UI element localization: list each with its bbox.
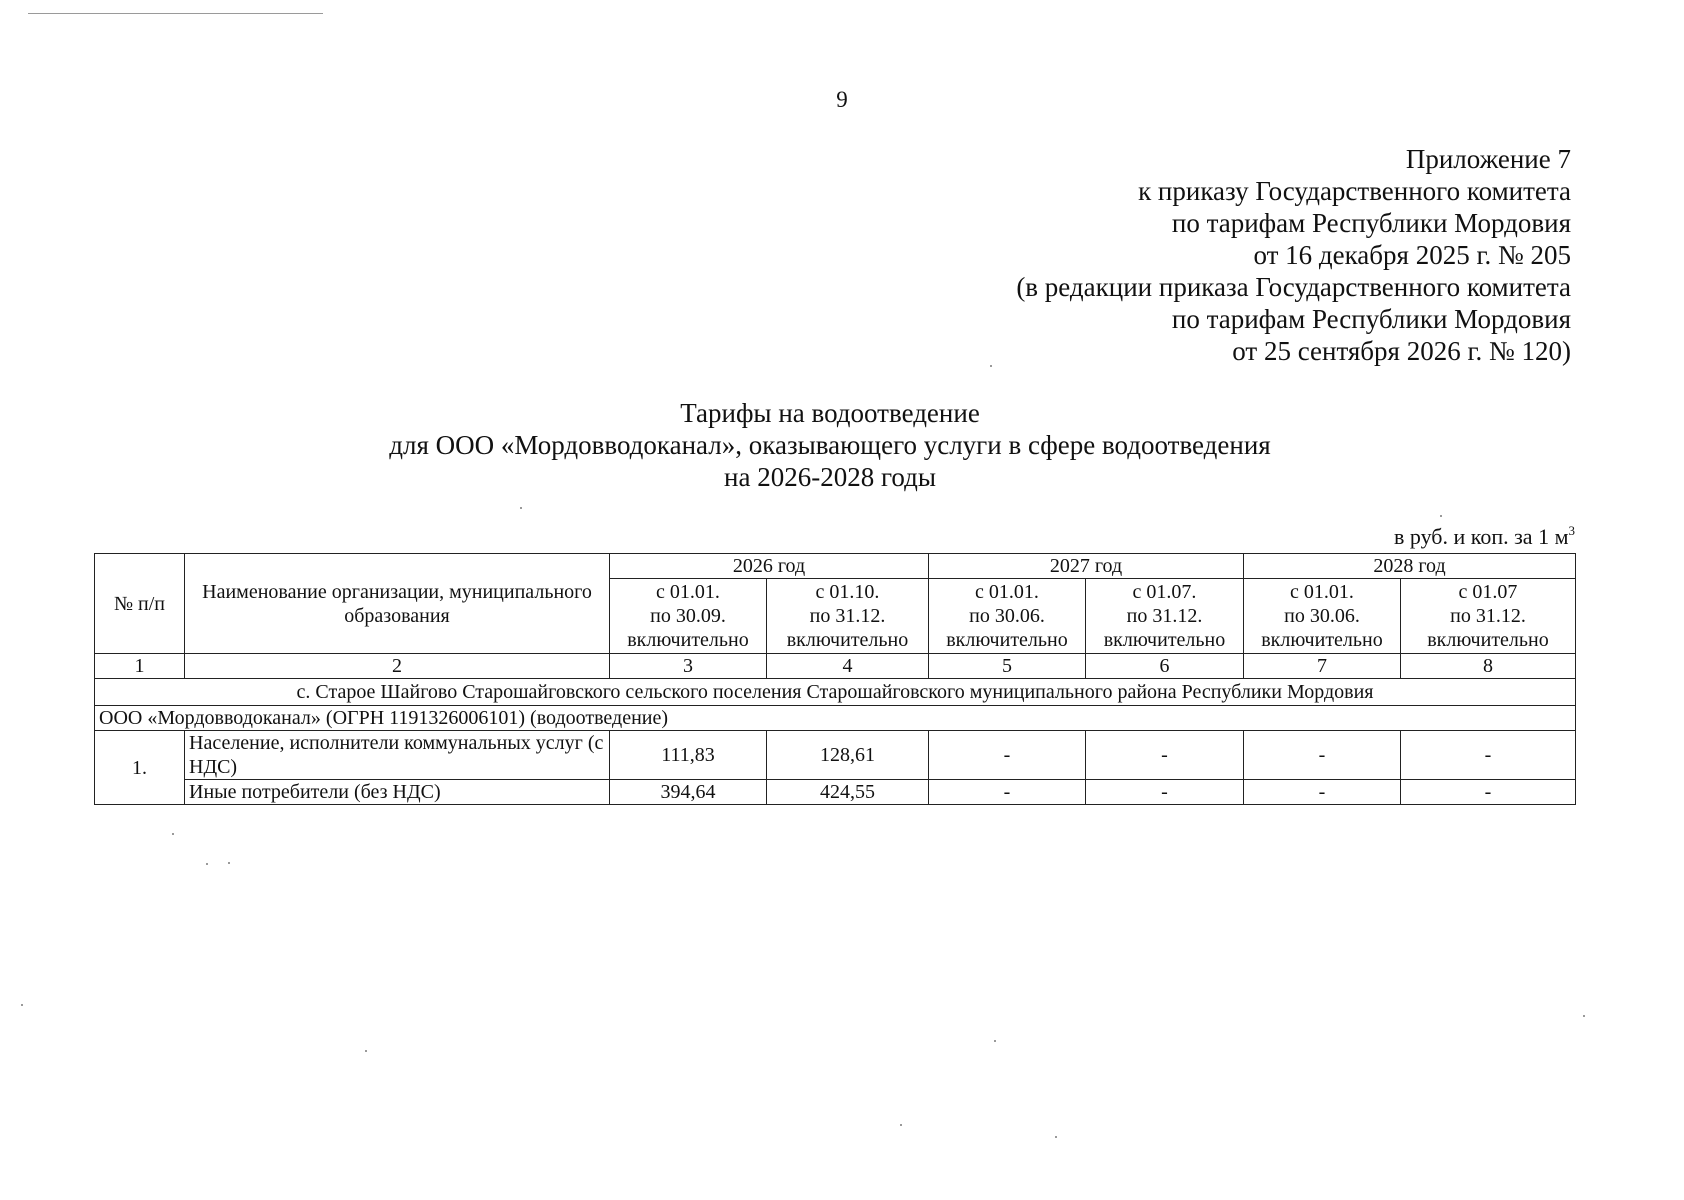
scan-speck: [172, 833, 174, 835]
period-from: с 01.07.: [1132, 581, 1197, 603]
appendix-header: [1016, 143, 1571, 367]
period-to: по 31.12.: [809, 605, 886, 627]
consumer-name: Иные потребители (без НДС): [185, 780, 610, 805]
title-line: Тарифы на водоотведение: [680, 398, 980, 428]
settlement-row: [95, 679, 1576, 706]
header-period: [1401, 579, 1576, 654]
page-number: 9: [836, 87, 848, 112]
period-to: по 31.12.: [1126, 605, 1203, 627]
tariff-value: 424,55: [767, 780, 929, 805]
appendix-line: (в редакции приказа Государственного комитета: [1016, 272, 1571, 302]
table-row: [95, 780, 1576, 805]
tariff-value: 111,83: [610, 731, 767, 780]
table-row: [95, 731, 1576, 780]
tariff-value: -: [1401, 731, 1576, 780]
tariff-value: -: [1244, 780, 1401, 805]
header-row-years: [95, 554, 1576, 579]
scan-speck: [1583, 1015, 1585, 1017]
period-to: по 30.06.: [969, 605, 1045, 627]
period-inclusive: включительно: [946, 629, 1068, 651]
units-note: [1394, 524, 1575, 550]
appendix-line: от 25 сентября 2026 г. № 120): [1232, 336, 1571, 366]
scan-speck: [206, 863, 208, 865]
period-from: с 01.01.: [975, 581, 1039, 603]
tariff-value: -: [1244, 731, 1401, 780]
header-year-2027: 2027 год: [929, 554, 1244, 579]
scan-speck: [994, 1040, 996, 1042]
title-line: для ООО «Мордовводоканал», оказывающего услуги в сфере водоотведения: [389, 430, 1271, 460]
column-number: 2: [185, 654, 610, 679]
units-text: в руб. и коп. за 1 м: [1394, 524, 1569, 549]
period-from: с 01.10.: [815, 581, 880, 603]
period-from: с 01.07: [1458, 581, 1518, 603]
appendix-line: Приложение 7: [1405, 144, 1571, 174]
tariff-value: -: [1086, 731, 1244, 780]
tariff-value: -: [1086, 780, 1244, 805]
period-inclusive: включительно: [1103, 629, 1226, 651]
title-line: на 2026-2028 годы: [724, 462, 936, 492]
header-year-2028: 2028 год: [1244, 554, 1576, 579]
period-from: с 01.01.: [1290, 581, 1354, 603]
header-no: № п/п: [95, 554, 185, 654]
tariff-value: -: [1401, 780, 1576, 805]
document-title: [330, 397, 1330, 493]
organization-name: ООО «Мордовводоканал» (ОГРН 1191326006101) (водоотведение): [95, 706, 1576, 731]
column-number: 5: [929, 654, 1086, 679]
column-number: 1: [95, 654, 185, 679]
appendix-line: по тарифам Республики Мордовия: [1171, 208, 1571, 238]
tariff-value: -: [929, 731, 1086, 780]
column-number: 7: [1244, 654, 1401, 679]
appendix-line: к приказу Государственного комитета: [1138, 176, 1571, 206]
header-period: [767, 579, 929, 654]
column-numbers-row: [95, 654, 1576, 679]
period-inclusive: включительно: [1427, 629, 1549, 651]
header-period: [610, 579, 767, 654]
settlement-name: с. Старое Шайгово Старошайговского сельского поселения Старошайговского муниципального района Республики Мордовия: [95, 679, 1576, 706]
scan-speck: [1055, 1136, 1057, 1138]
scan-speck: [520, 507, 522, 509]
period-from: с 01.01.: [656, 581, 720, 603]
header-name: Наименование организации, муниципального образования: [185, 554, 610, 654]
organization-row: [95, 706, 1576, 731]
tariffs-table: [94, 553, 1576, 805]
scan-speck: [1440, 515, 1442, 517]
period-inclusive: включительно: [786, 629, 909, 651]
column-number: 3: [610, 654, 767, 679]
header-period: [1086, 579, 1244, 654]
column-number: 6: [1086, 654, 1244, 679]
tariff-value: 128,61: [767, 731, 929, 780]
period-to: по 30.06.: [1284, 605, 1360, 627]
scan-speck: [365, 1050, 367, 1052]
header-period: [929, 579, 1086, 654]
scan-speck: [990, 365, 992, 367]
column-number: 8: [1401, 654, 1576, 679]
header-year-2026: 2026 год: [610, 554, 929, 579]
period-to: по 30.09.: [650, 605, 726, 627]
consumer-name: Население, исполнители коммунальных услуг (с НДС): [185, 731, 610, 780]
header-period: [1244, 579, 1401, 654]
period-to: по 31.12.: [1450, 605, 1526, 627]
appendix-line: по тарифам Республики Мордовия: [1171, 304, 1571, 334]
scan-speck: [228, 862, 230, 864]
tariff-value: 394,64: [610, 780, 767, 805]
period-inclusive: включительно: [627, 629, 749, 651]
tariff-value: -: [929, 780, 1086, 805]
row-number: 1.: [95, 731, 185, 805]
scan-artifact-line: [28, 13, 323, 14]
column-number: 4: [767, 654, 929, 679]
period-inclusive: включительно: [1261, 629, 1383, 651]
scan-speck: [21, 1004, 23, 1006]
appendix-line: от 16 декабря 2025 г. № 205: [1253, 240, 1571, 270]
scan-speck: [900, 1124, 902, 1126]
units-superscript: 3: [1568, 523, 1575, 538]
